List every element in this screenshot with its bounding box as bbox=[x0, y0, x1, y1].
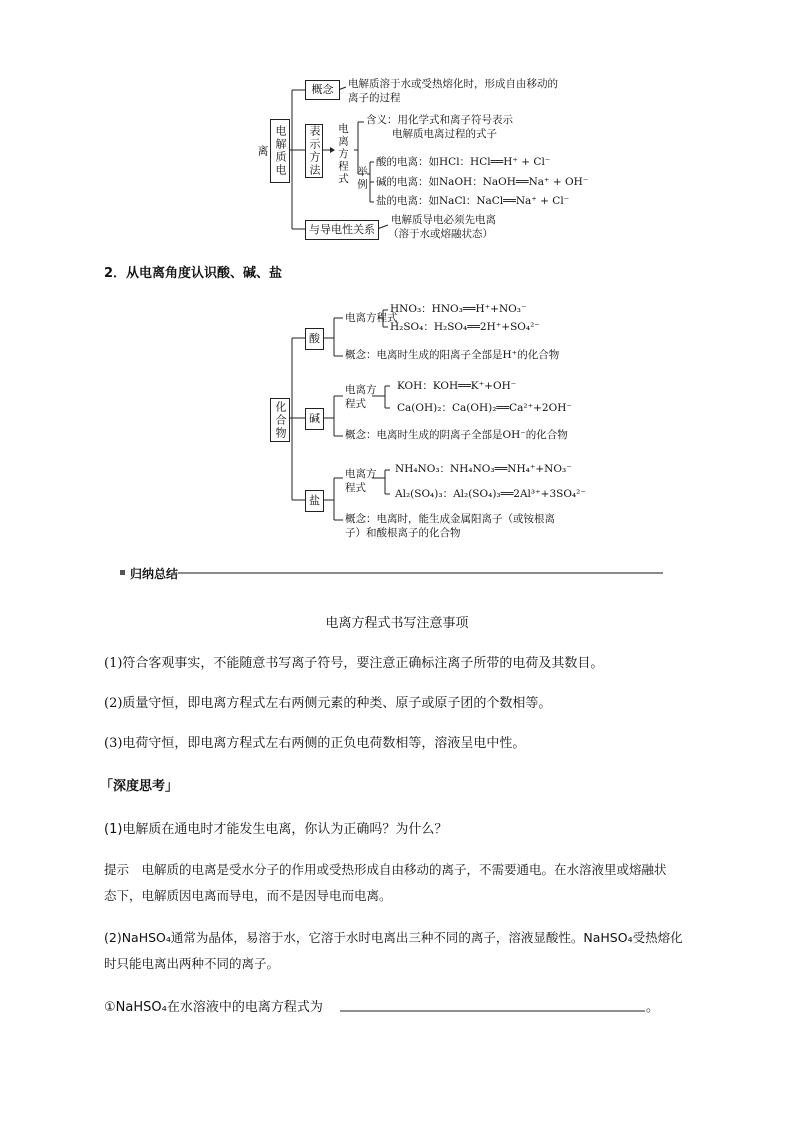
diagram1-root: 电解质电离 bbox=[256, 125, 287, 177]
salt-concept-1: 概念：电离时，能生成金属阳离子（或铵根离 bbox=[345, 513, 555, 525]
meaning-line-2: 电解质电离过程的式子 bbox=[392, 128, 497, 140]
base-eq-1: KOH：KOH══K⁺+OH⁻ bbox=[397, 380, 517, 392]
acid-example: 酸的电离：如HCl：HCl══H⁺ + Cl⁻ bbox=[376, 156, 551, 168]
acid-eq-1: HNO₃：HNO₃══H⁺+NO₃⁻ bbox=[390, 303, 527, 315]
salt-label: 盐 bbox=[309, 494, 320, 507]
question-2-line-2: 时只能电离出两种不同的离子。 bbox=[104, 956, 280, 971]
base-box bbox=[305, 408, 324, 430]
hint-line-1: 提示 电解质的电离是受水分子的作用或受热形成自由移动的离子，不需要通电。在水溶液里或熔融状 bbox=[104, 862, 667, 877]
answer-blank[interactable] bbox=[340, 997, 645, 1011]
conductivity-line-2: （溶于水或熔融状态） bbox=[388, 228, 493, 240]
meaning-line-1: 含义：用化学式和离子符号表示 bbox=[366, 114, 513, 126]
base-eq-label-a: 电离方 bbox=[345, 384, 377, 396]
question-1: (1)电解质在通电时才能发生电离，你认为正确吗？为什么？ bbox=[104, 822, 448, 837]
salt-eq-2: Al₂(SO₄)₃：Al₂(SO₄)₃══2Al³⁺+3SO₄²⁻ bbox=[395, 488, 586, 500]
question-2-sub-1: ①NaHSO₄在水溶液中的电离方程式为 bbox=[104, 1000, 323, 1015]
base-example: 碱的电离：如NaOH：NaOH══Na⁺ + OH⁻ bbox=[376, 176, 589, 188]
base-label: 碱 bbox=[309, 412, 320, 425]
question-2-sub-1-end: 。 bbox=[646, 1000, 660, 1015]
equation-label: 电离方程式 bbox=[337, 123, 349, 186]
salt-eq-1: NH₄NO₃：NH₄NO₃══NH₄⁺+NO₃⁻ bbox=[395, 463, 572, 475]
example-label: 举例 bbox=[356, 166, 368, 191]
concept-text-2: 离子的过程 bbox=[348, 92, 401, 104]
base-eq-label-b: 程式 bbox=[345, 398, 366, 410]
acid-box bbox=[305, 328, 324, 350]
acid-eq-label: 电离方程式 bbox=[345, 312, 398, 324]
rule-2: (2)质量守恒，即电离方程式左右两侧元素的种类、原子或原子团的个数相等。 bbox=[104, 696, 552, 711]
hint-line-2: 态下，电解质因电离而导电，而不是因导电而电离。 bbox=[104, 888, 392, 903]
summary-title: 电离方程式书写注意事项 bbox=[325, 616, 469, 631]
rule-1: (1)符合客观事实，不能随意书写离子符号，要注意正确标注离子所带的电荷及其数目。 bbox=[104, 656, 604, 671]
concept-box-label: 概念 bbox=[311, 83, 334, 96]
section2-title: 2．从电离角度认识酸、碱、盐 bbox=[104, 266, 283, 281]
salt-box bbox=[305, 490, 324, 512]
salt-eq-label-b: 程式 bbox=[345, 482, 366, 494]
conductivity-box-label: 与导电性关系 bbox=[309, 223, 375, 236]
salt-eq-label-a: 电离方 bbox=[345, 468, 377, 480]
diagram2-root: 化合物 bbox=[274, 400, 287, 440]
base-eq-2: Ca(OH)₂：Ca(OH)₂══Ca²⁺+2OH⁻ bbox=[397, 402, 572, 414]
question-2-line-1: (2)NaHSO₄通常为晶体，易溶于水，它溶于水时电离出三种不同的离子，溶液显酸性。NaHSO₄受热熔化 bbox=[104, 930, 683, 945]
conductivity-box bbox=[305, 220, 379, 240]
diagram2-root-box bbox=[270, 398, 290, 442]
concept-box bbox=[305, 80, 340, 100]
acid-label: 酸 bbox=[309, 332, 320, 345]
acid-concept: 概念：电离时生成的阳离子全部是H⁺的化合物 bbox=[345, 349, 560, 361]
conductivity-line-1: 电解质导电必须先电离 bbox=[391, 214, 496, 226]
method-box-label: 表示方法 bbox=[308, 125, 321, 177]
salt-example: 盐的电离：如NaCl：NaCl══Na⁺ + Cl⁻ bbox=[376, 195, 570, 207]
salt-concept-2: 子）和酸根离子的化合物 bbox=[345, 527, 461, 539]
summary-header: 归纳总结 bbox=[130, 567, 179, 581]
rule-3: (3)电荷守恒，即电离方程式左右两侧的正负电荷数相等，溶液呈电中性。 bbox=[104, 736, 526, 751]
acid-eq-2: H₂SO₄：H₂SO₄══2H⁺+SO₄²⁻ bbox=[390, 321, 540, 333]
think-header: 「深度思考」 bbox=[100, 779, 179, 794]
concept-text-1: 电解质溶于水或受热熔化时，形成自由移动的 bbox=[348, 78, 558, 90]
base-concept: 概念：电离时生成的阴离子全部是OH⁻的化合物 bbox=[345, 429, 568, 441]
diagram1-root-box bbox=[256, 119, 290, 183]
method-box bbox=[305, 124, 323, 178]
